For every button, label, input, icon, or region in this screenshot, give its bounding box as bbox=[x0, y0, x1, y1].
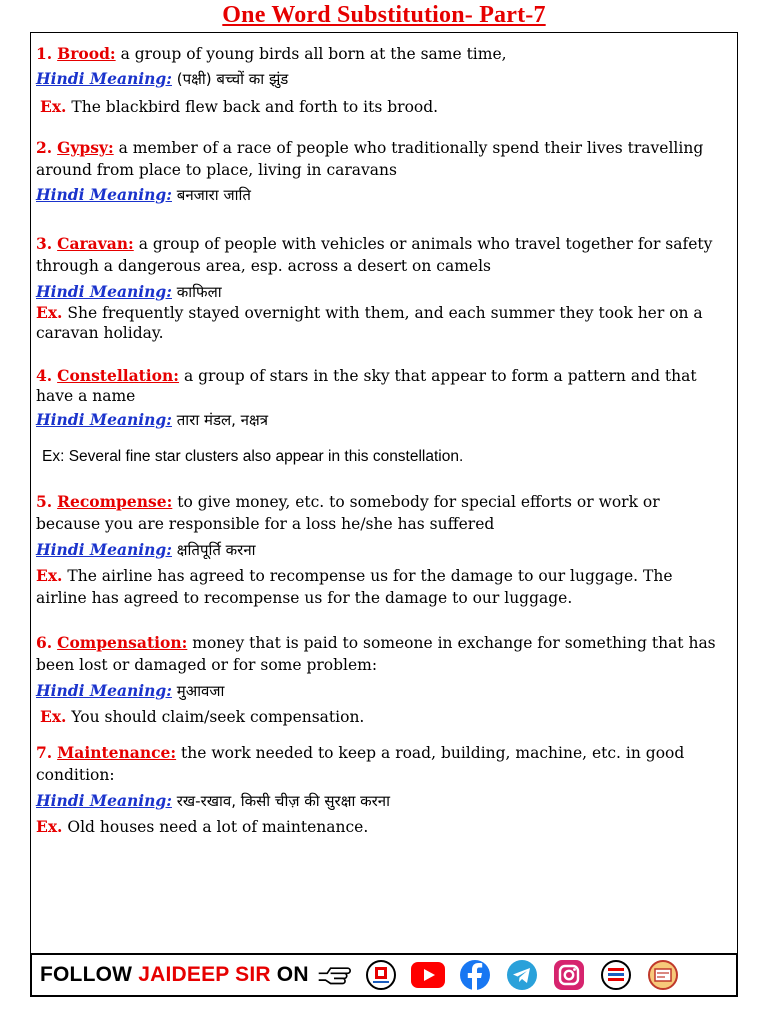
entry-compensation bbox=[36, 632, 726, 728]
hindi-meaning: मुआवजा bbox=[171, 682, 225, 700]
hindi-meaning-label: Hindi Meaning: bbox=[36, 540, 172, 559]
entry-number: 3. bbox=[36, 234, 53, 253]
entry-word: Caravan: bbox=[57, 234, 134, 253]
example-label: Ex. bbox=[40, 707, 67, 726]
social-icons bbox=[317, 958, 680, 992]
entry-word: Brood: bbox=[57, 44, 116, 63]
hindi-meaning: (पक्षी) बच्चों का झुंड bbox=[171, 70, 289, 88]
entry-definition: a group of young birds all born at the same time, bbox=[115, 45, 507, 63]
blog-icon[interactable] bbox=[646, 958, 680, 992]
entry-number: 1. bbox=[36, 44, 53, 63]
entry-number: 2. bbox=[36, 138, 53, 157]
book-icon[interactable] bbox=[599, 958, 633, 992]
example-text: Ex: Several fine star clusters also appear in this constellation. bbox=[42, 448, 464, 465]
entry-number: 5. bbox=[36, 492, 53, 511]
entry-word: Maintenance: bbox=[57, 743, 177, 762]
entry-definition: a group of people with vehicles or animals who travel together for safety through a dangerous area, esp. across a desert on camels bbox=[36, 235, 713, 275]
hindi-meaning: रख-रखाव, किसी चीज़ की सुरक्षा करना bbox=[171, 792, 390, 810]
example-label: Ex. bbox=[36, 817, 63, 836]
example-text: The airline has agreed to recompense us for the damage to our luggage. The airline has agreed to recompense us for the damage to our luggage. bbox=[36, 567, 673, 607]
youtube-icon[interactable] bbox=[411, 958, 445, 992]
entry-caravan bbox=[36, 233, 726, 343]
example-text: The blackbird flew back and forth to its brood. bbox=[66, 98, 439, 116]
hindi-meaning: बनजारा जाति bbox=[171, 186, 251, 204]
pointing-hand-icon bbox=[317, 958, 351, 992]
hindi-meaning-label: Hindi Meaning: bbox=[36, 410, 172, 429]
entry-definition: money that is paid to someone in exchange for something that has been lost or damaged or for some problem: bbox=[36, 634, 716, 674]
entry-number: 4. bbox=[36, 366, 53, 385]
entry-word: Recompense: bbox=[57, 492, 173, 511]
example-text: She frequently stayed overnight with them, and each summer they took her on a caravan holiday. bbox=[36, 304, 703, 342]
instagram-icon[interactable] bbox=[552, 958, 586, 992]
entry-number: 6. bbox=[36, 633, 53, 652]
telegram-icon[interactable] bbox=[505, 958, 539, 992]
follow-banner bbox=[30, 953, 738, 997]
hindi-meaning: तारा मंडल, नक्षत्र bbox=[171, 411, 269, 429]
facebook-icon[interactable] bbox=[458, 958, 492, 992]
example-text: You should claim/seek compensation. bbox=[66, 708, 365, 726]
entry-brood bbox=[36, 43, 726, 118]
entry-recompense bbox=[36, 491, 726, 609]
page-title: One Word Substitution- Part-7 bbox=[222, 2, 546, 28]
hindi-meaning-label: Hindi Meaning: bbox=[36, 185, 172, 204]
hindi-meaning: क्षतिपूर्ति करना bbox=[171, 541, 256, 559]
example-text: Old houses need a lot of maintenance. bbox=[62, 818, 369, 836]
hindi-meaning-label: Hindi Meaning: bbox=[36, 791, 172, 810]
entry-word: Constellation: bbox=[57, 366, 180, 385]
follow-text: FOLLOW JAIDEEP SIR ON bbox=[40, 963, 309, 986]
hindi-meaning-label: Hindi Meaning: bbox=[36, 69, 172, 88]
entry-definition: a member of a race of people who traditionally spend their lives travelling around from place to place, living in caravans bbox=[36, 139, 704, 179]
entry-number: 7. bbox=[36, 743, 53, 762]
example-label: Ex. bbox=[36, 566, 63, 585]
app-logo-icon[interactable] bbox=[364, 958, 398, 992]
hindi-meaning-label: Hindi Meaning: bbox=[36, 282, 172, 301]
hindi-meaning: काफिला bbox=[171, 283, 222, 301]
entry-definition: the work needed to keep a road, building, machine, etc. in good condition: bbox=[36, 744, 685, 784]
entry-word: Gypsy: bbox=[57, 138, 114, 157]
entry-gypsy bbox=[36, 137, 726, 206]
entry-maintenance bbox=[36, 742, 726, 838]
entry-definition: to give money, etc. to somebody for special efforts or work or because you are responsible for a loss he/she has suffered bbox=[36, 493, 660, 533]
entry-constellation bbox=[36, 366, 726, 468]
author-name: JAIDEEP SIR bbox=[138, 963, 271, 986]
example-label: Ex. bbox=[40, 97, 67, 116]
hindi-meaning-label: Hindi Meaning: bbox=[36, 681, 172, 700]
entry-definition: a group of stars in the sky that appear to form a pattern and that have a name bbox=[36, 367, 697, 405]
example-label: Ex. bbox=[36, 303, 63, 322]
entry-word: Compensation: bbox=[57, 633, 188, 652]
